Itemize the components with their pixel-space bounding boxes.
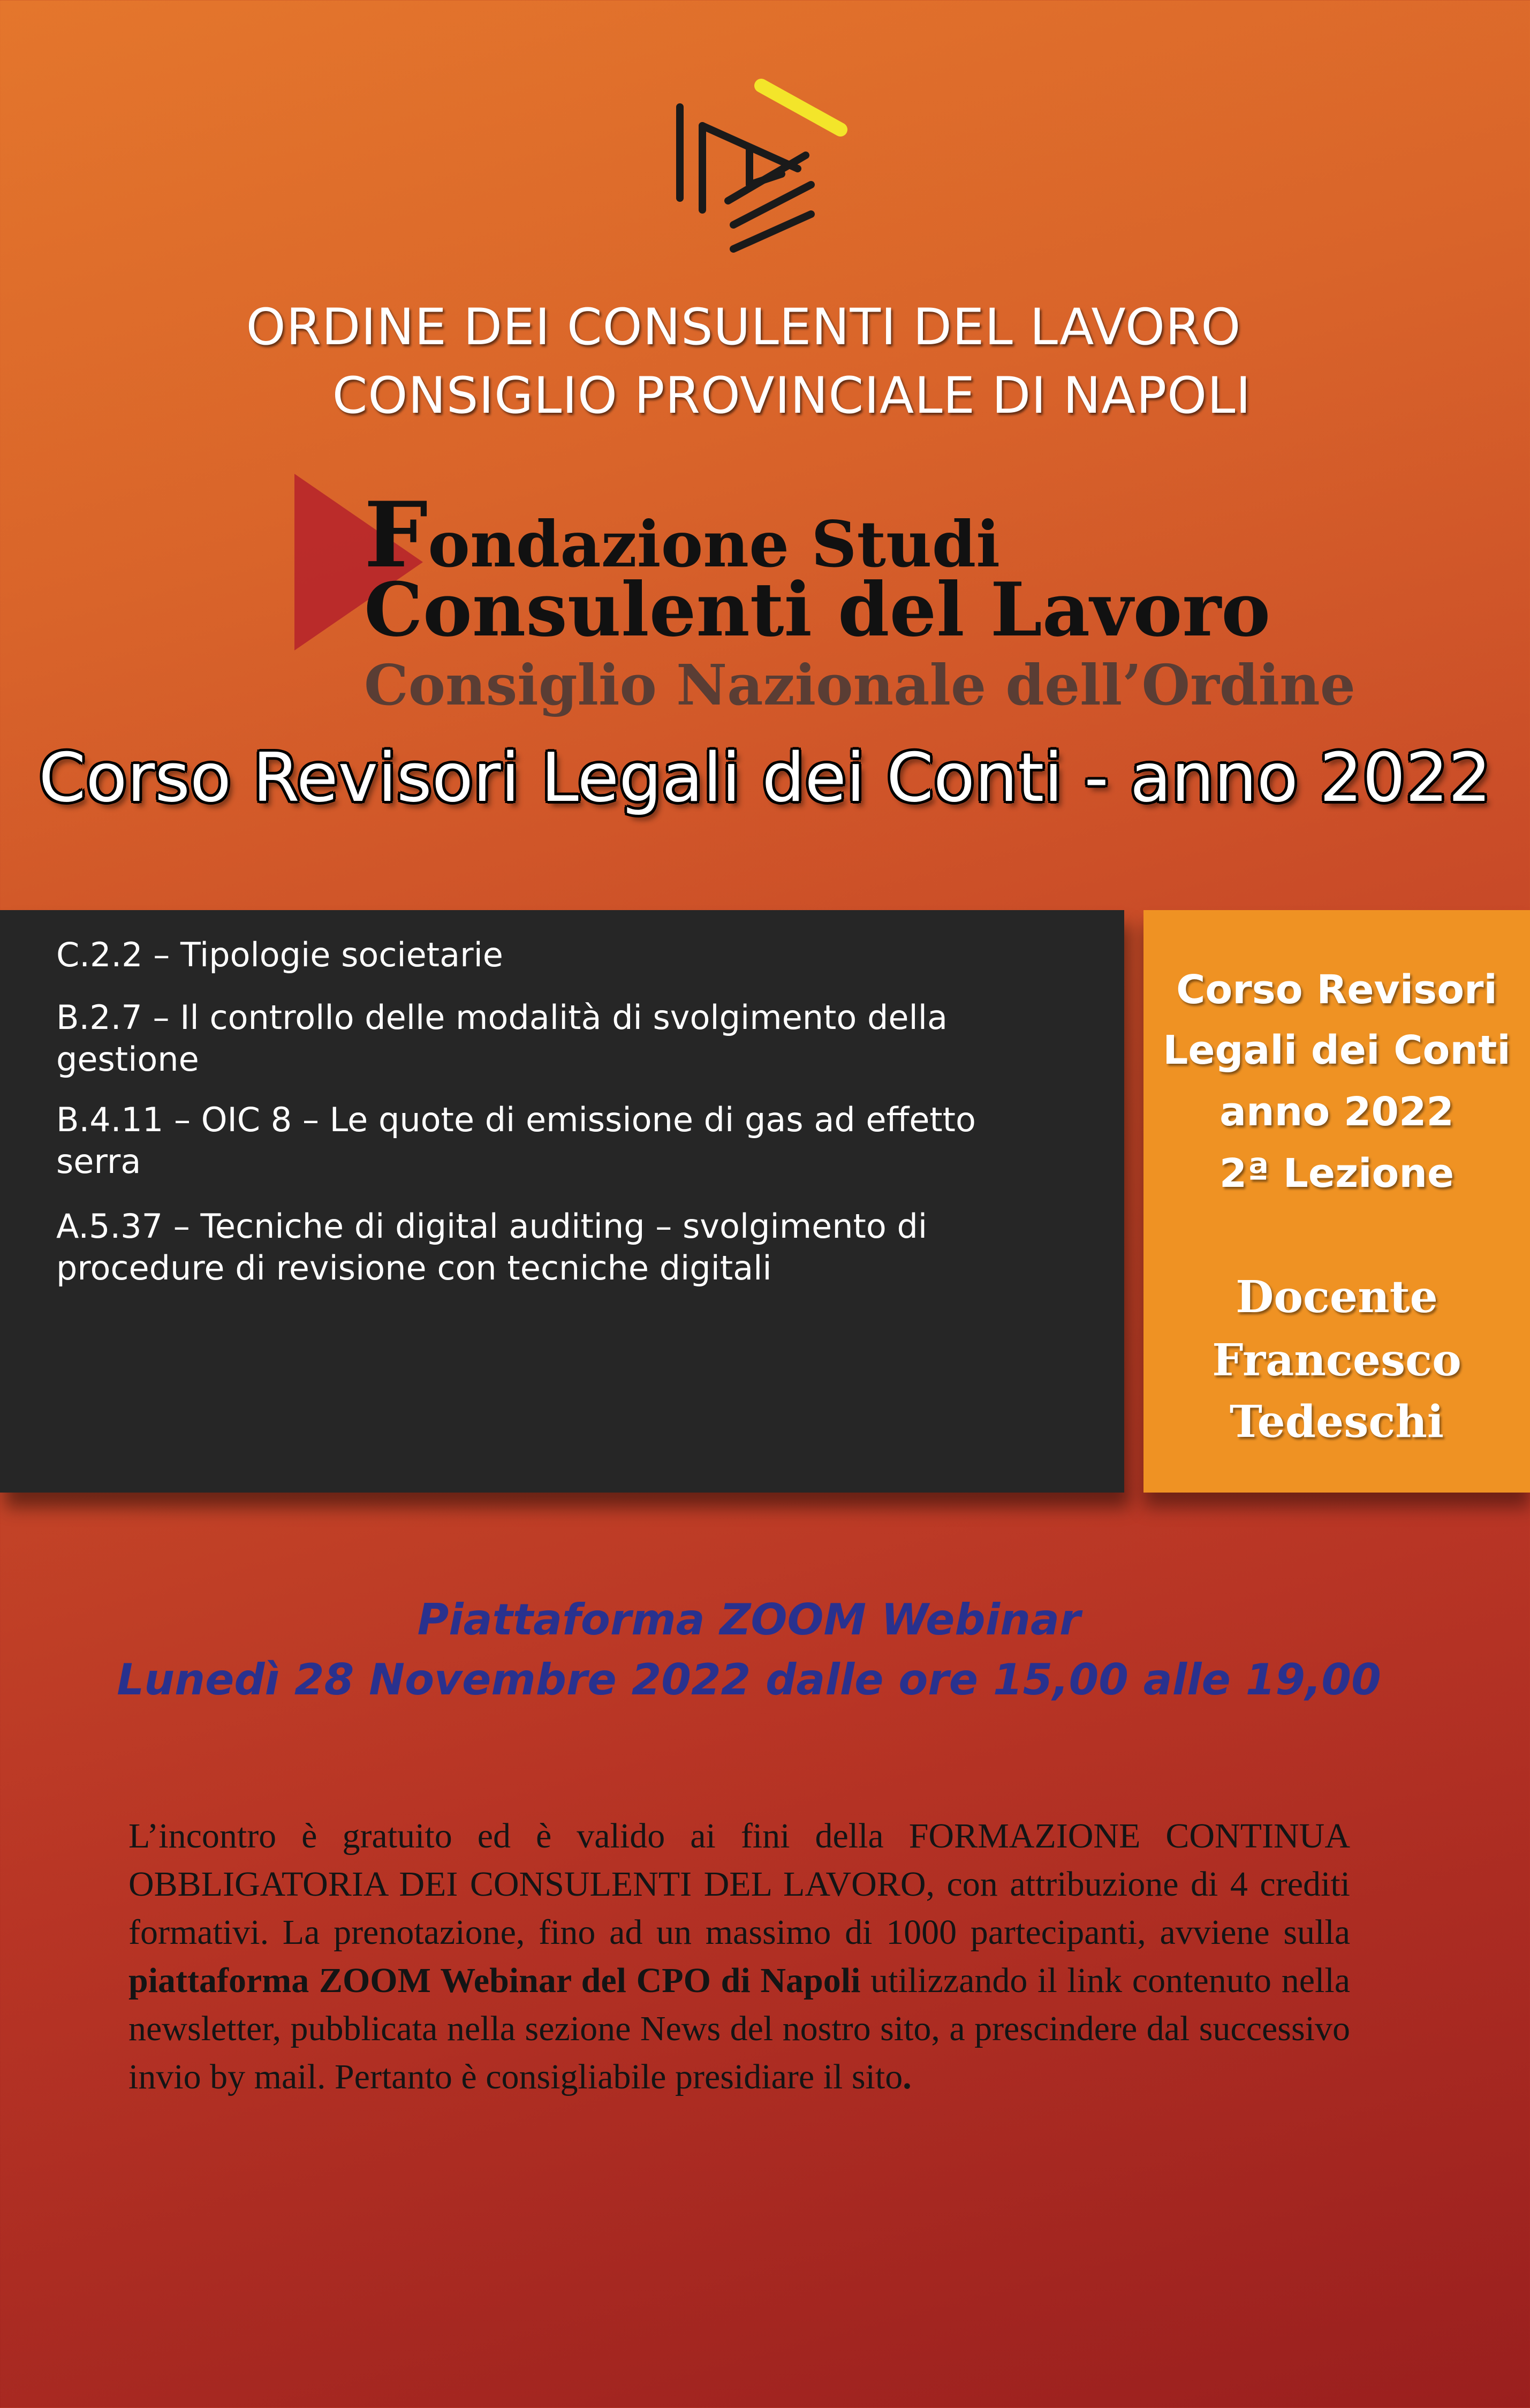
- event-datetime: Lunedì 28 Novembre 2022 dalle ore 15,00 alle 19,00: [117, 1655, 1381, 1705]
- lesson-box-line3: anno 2022: [1220, 1089, 1454, 1135]
- info-part2: utilizzando il link contenuto nella newsletter, pubblicata nella sezione News del nostro sito, a prescindere dal successivo invio by mail. Pertanto è consigliabile presidiare il sito: [128, 1961, 1350, 2096]
- fondazione-rest: ondazione Studi: [428, 507, 1001, 581]
- docente-last-name: Tedeschi: [1229, 1396, 1444, 1448]
- topic-item: B.4.11 – OIC 8 – Le quote di emissione di gas ad effetto serra: [56, 1100, 976, 1181]
- topic-item: A.5.37 – Tecniche di digital auditing – svolgimento di procedure di revisione con tecniche digitali: [56, 1207, 928, 1288]
- lesson-box-line1: Corso Revisori: [1176, 967, 1497, 1013]
- topic-item: C.2.2 – Tipologie societarie: [56, 935, 503, 974]
- info-platform-bold: piattaforma ZOOM Webinar del CPO di Napoli: [128, 1961, 861, 2000]
- info-paragraph: [128, 1812, 1350, 2101]
- lesson-box-line2: Legali dei Conti: [1163, 1027, 1511, 1073]
- lesson-number: 2ª Lezione: [1219, 1150, 1455, 1197]
- docente-label: Docente: [1236, 1271, 1438, 1323]
- course-title: Corso Revisori Legali dei Conti - anno 2022: [39, 738, 1491, 817]
- event-platform: Piattaforma ZOOM Webinar: [417, 1595, 1081, 1645]
- fondazione-line3: Consiglio Nazionale dell’Ordine: [364, 652, 1355, 718]
- info-end: .: [903, 2057, 912, 2096]
- fondazione-line2: Consulenti del Lavoro: [364, 566, 1271, 653]
- info-part1: L’incontro è gratuito ed è valido ai fini della FORMAZIONE CONTINUA OBBLIGATORIA DEI CONSULENTI DEL LAVORO, con attribuzione di 4 crediti formativi. La prenotazione, fino ad un massimo di 1000 partecipanti, avviene sulla: [128, 1816, 1350, 1952]
- docente-first-name: Francesco: [1212, 1335, 1461, 1386]
- ordine-logo-icon: [669, 70, 862, 268]
- ordine-title: ORDINE DEI CONSULENTI DEL LAVORO: [246, 298, 1241, 357]
- fondazione-initial: F: [364, 482, 428, 588]
- topic-item: B.2.7 – Il controllo delle modalità di svolgimento della gestione: [56, 998, 948, 1079]
- consiglio-subtitle: CONSIGLIO PROVINCIALE DI NAPOLI: [332, 367, 1252, 425]
